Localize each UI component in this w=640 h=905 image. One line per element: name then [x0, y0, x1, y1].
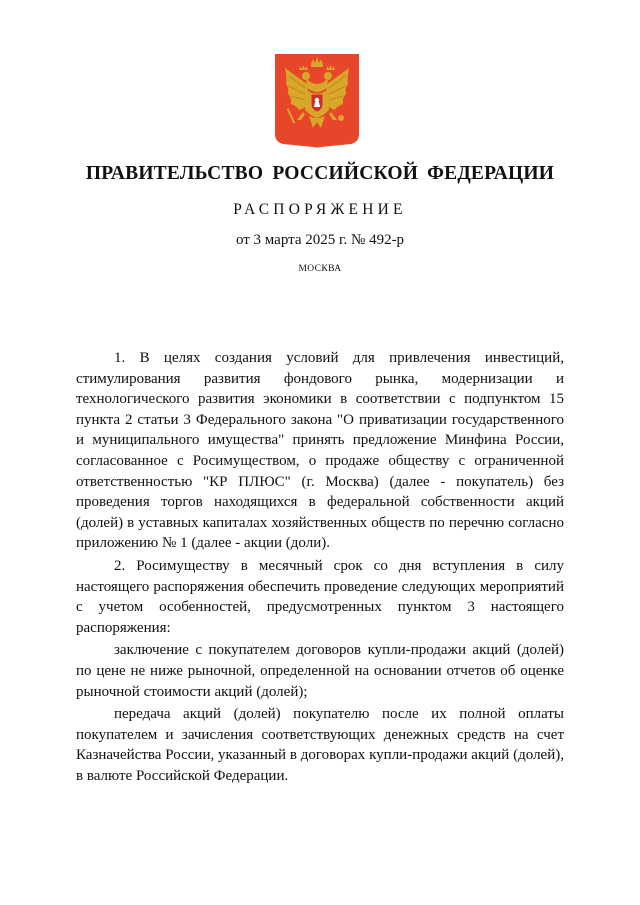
document-body: [76, 348, 564, 786]
paragraph-2: 2. Росимуществу в месячный срок со дня вступления в силу настоящего распоряжения обеспечить проведение следующих мероприятий с учетом особенностей, предусмотренных пунктом 3 настоящего распоряжения:: [76, 557, 564, 636]
paragraph-3: заключение с покупателем договоров купли-продажи акций (долей) по цене не ниже рыночной, определенной на основании отчетов об оценке рыночной стоимости акций (долей);: [76, 642, 564, 700]
document-city: МОСКВА: [298, 264, 342, 274]
paragraph-1: 1. В целях создания условий для привлечения инвестиций, стимулирования развития фондового рынка, модернизации и технологического развития экономики в соответствии с подпунктом 15 пункта 2 статьи 3 Федерального закона "О приватизации государственного и муниципального имущества" принять предложение Минфина России, согласованное с Росимуществом, о продаже обществу с ограниченной ответственностью "КР ПЛЮС" (г. Москва) (далее - покупатель) без проведения торгов находящихся в федеральной собственности акций (долей) в уставных капиталах хозяйственных обществ по перечню согласно приложению № 1 (далее - акции (доли).: [76, 350, 564, 552]
document-type: РАСПОРЯЖЕНИЕ: [233, 201, 407, 218]
coat-of-arms-russia-icon: [275, 54, 359, 148]
paragraph-4: передача акций (долей) покупателю после их полной оплаты покупателем и зачисления соответствующих денежных средств на счет Казначейства России, указанный в договорах купли-продажи акций (долей), в валюте Российской Федерации.: [76, 706, 564, 784]
document-date-number: от 3 марта 2025 г. № 492-р: [235, 232, 405, 248]
government-title: ПРАВИТЕЛЬСТВО РОССИЙСКОЙ ФЕДЕРАЦИИ: [85, 163, 555, 184]
